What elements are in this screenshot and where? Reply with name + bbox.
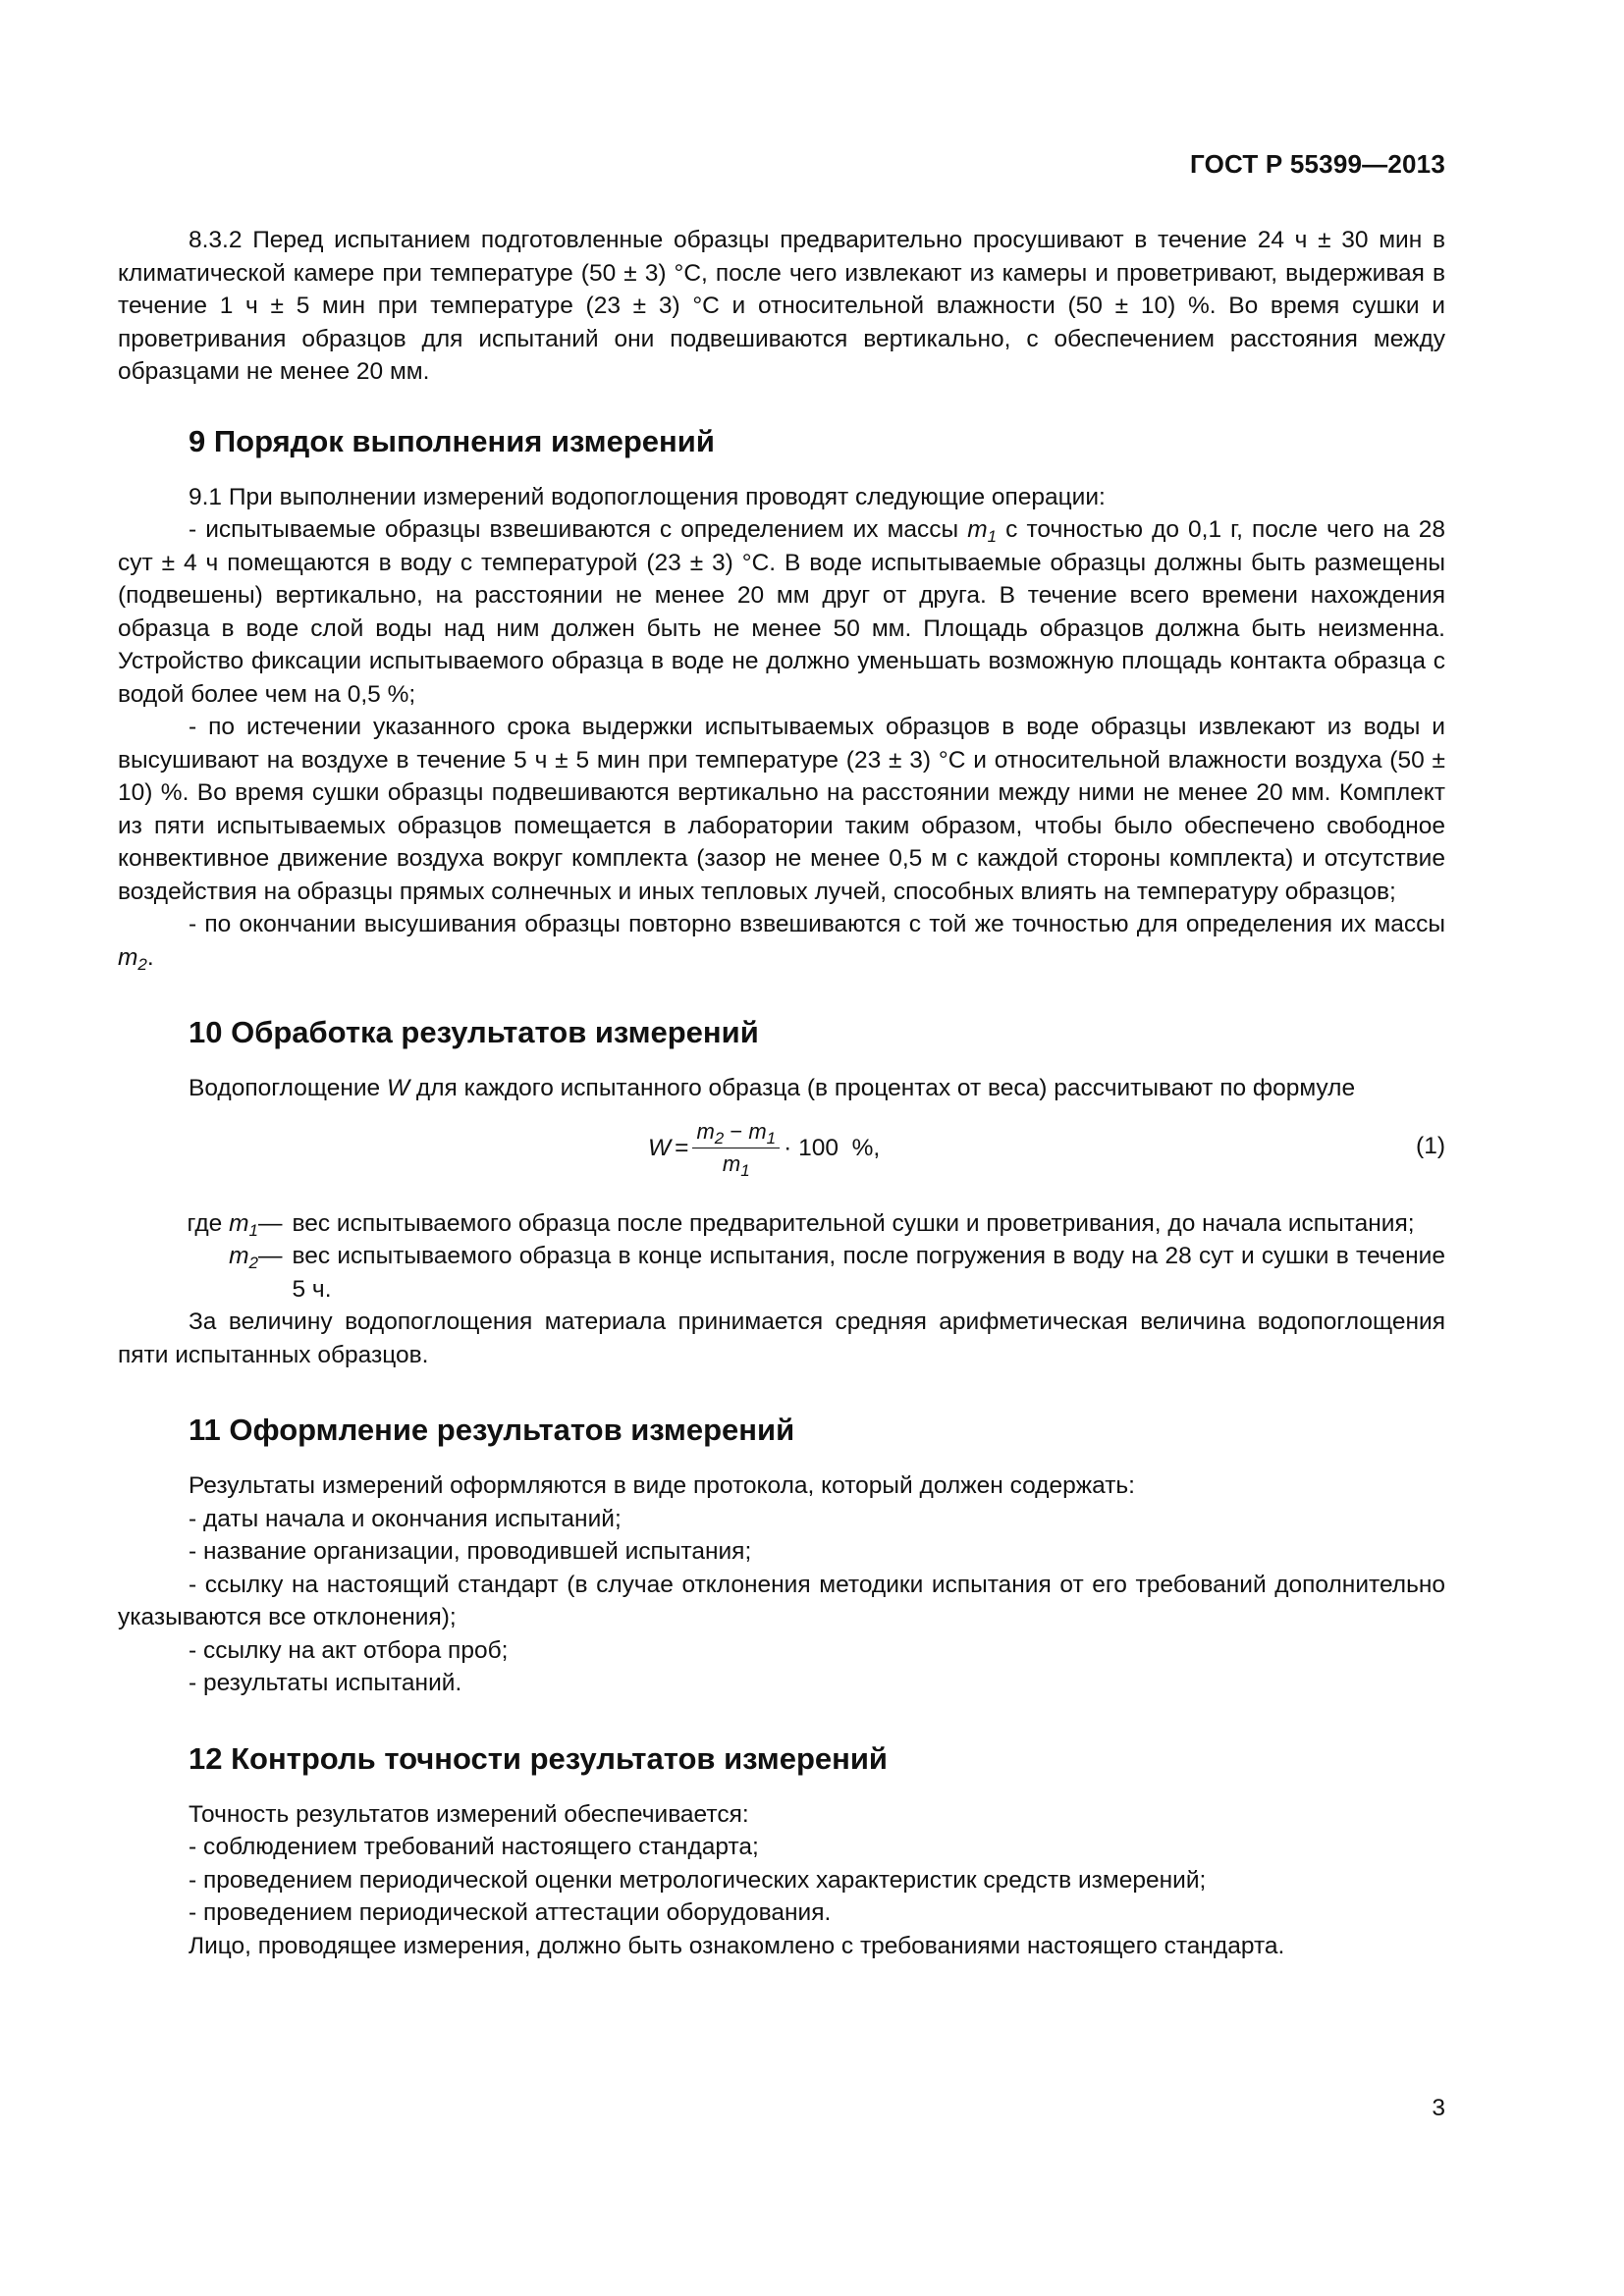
subscript: 1 [766, 1129, 777, 1148]
paragraph-10-closing: За величину водопоглощения материала принимается средняя арифметическая величина водопоглощения пяти испытанных образцов. [118, 1308, 1445, 1368]
section-11-line: - даты начала и окончания испытаний; [189, 1505, 622, 1532]
variable-m1 [967, 516, 998, 546]
paragraph-9-1: 9.1 При выполнении измерений водопоглощения проводят следующие операции: [189, 483, 1106, 510]
definition-m2 [118, 1240, 1445, 1306]
subscript: 1 [248, 1220, 258, 1240]
formula-definitions [118, 1207, 1445, 1307]
page-number: 3 [1432, 2095, 1445, 2121]
subscript: 1 [987, 527, 998, 546]
symbol-m2 [229, 1243, 258, 1272]
section-12-line: - проведением периодической оценки метрологических характеристик средств измерений; [189, 1866, 1207, 1894]
section-12-line: - соблюдением требований настоящего стандарта; [189, 1834, 759, 1860]
variable-letter: m [722, 1151, 741, 1176]
paragraph-9-1-item-1 [118, 513, 1445, 711]
definition-text: вес испытываемого образца после предварительной сушки и проветривания, до начала испытания; [292, 1209, 1415, 1237]
subscript: 2 [714, 1129, 725, 1148]
definition-symbol [118, 1240, 258, 1306]
definition-m1 [118, 1207, 1445, 1241]
definition-symbol [118, 1207, 258, 1241]
variable-letter: m [696, 1119, 715, 1144]
section-12-line: - проведением периодической аттестации оборудования. [189, 1899, 832, 1926]
paragraph-8-3-2: 8.3.2 Перед испытанием подготовленные образцы предварительно просушивают в течение 24 ч ± 30 мин в климатической камере при температуре (50 ± 3) °С, после чего извлекают из камеры и проветривают, выдерживая в течение 1 ч ± 5 мин при температуре (23 ± 3) °С и относительной влажности (50 ± 10) %. Во время сушки и проветривания образцов для испытаний они подвешиваются вертикально, с обеспечением расстояния между образцами не менее 20 мм. [118, 227, 1445, 385]
text-fragment: - испытываемые образцы взвешиваются с определением их массы [189, 516, 968, 543]
numerator-minus: − [724, 1119, 749, 1144]
formula-fraction [692, 1119, 780, 1180]
variable-letter: m [118, 943, 138, 971]
paragraph-10-intro [118, 1072, 1445, 1105]
section-11-line: - ссылку на настоящий стандарт (в случае отклонения методики испытания от его требований дополнительно указываются все отклонения); [118, 1571, 1445, 1630]
formula-equals: = [675, 1134, 689, 1161]
definition-dash: — [258, 1209, 283, 1237]
formula-rest: · 100 %, [784, 1134, 881, 1161]
paragraph-9-1-item-2: - по истечении указанного срока выдержки испытываемых образцов в воде образцы извлекают из воды и высушивают на воздухе в течение 5 ч ± 5 мин при температуре (23 ± 3) °С и относительной влажности воздуха (50 ± 10) %. Во время сушки образцы подвешиваются вертикально на расстоянии между ними не менее 20 мм. Комплект из пяти испытываемых образцов помещается в лаборатории таким образом, чтобы было обеспечено свободное конвективное движение воздуха вокруг комплекта (зазор не менее 0,5 м с каждой стороны комплекта) и отсутствие воздействия на образцы прямых солнечных и иных тепловых лучей, способных влиять на температуру образцов; [118, 714, 1445, 905]
variable-letter: m [229, 1209, 249, 1237]
variable-w: W [387, 1075, 410, 1101]
document-body [118, 224, 1445, 1962]
variable-letter: m [967, 516, 988, 543]
formula-expression [648, 1109, 880, 1188]
paragraph-9-1-item-3 [118, 908, 1445, 974]
section-12-line: Точность результатов измерений обеспечивается: [189, 1800, 749, 1828]
document-page [118, 0, 1445, 2296]
variable-letter: m [748, 1119, 767, 1144]
text-fragment: Водопоглощение [189, 1075, 387, 1101]
text-fragment: - по окончании высушивания образцы повторно взвешиваются с той же точностью для определения их массы [189, 911, 1445, 937]
section-11-line: Результаты измерений оформляются в виде протокола, который должен содержать: [189, 1472, 1135, 1499]
section-11-title: 11 Оформление результатов измерений [189, 1413, 795, 1447]
text-fragment: . [146, 943, 154, 971]
variable-m2 [118, 943, 147, 974]
section-10-title: 10 Обработка результатов измерений [189, 1015, 759, 1049]
subscript: 2 [137, 954, 147, 974]
symbol-m1 [229, 1209, 258, 1240]
section-11-line: - результаты испытаний. [189, 1670, 462, 1696]
definition-dash: — [258, 1243, 283, 1269]
subscript: 2 [248, 1254, 258, 1272]
section-11-line: - ссылку на акт отбора проб; [189, 1636, 509, 1664]
numerator-var-2 [748, 1119, 777, 1148]
definition-text: вес испытываемого образца в конце испытания, после погружения в воду на 28 сут и сушки в течение 5 ч. [292, 1243, 1445, 1303]
fraction-numerator [692, 1119, 780, 1148]
section-12-title: 12 Контроль точности результатов измерений [189, 1740, 888, 1776]
denominator-var [722, 1151, 750, 1180]
formula-1 [118, 1109, 1445, 1188]
document-code: ГОСТ Р 55399—2013 [1190, 149, 1445, 179]
section-11-line: - название организации, проводившей испытания; [189, 1538, 752, 1565]
subscript: 1 [740, 1161, 750, 1180]
text-fragment: с точностью до 0,1 г, после чего на 28 сут ± 4 ч помещаются в воду с температурой (23 ± 3) °С. В воде испытываемые образцы должны быть размещены (подвешены) вертикально, на расстоянии не менее 20 мм друг от друга. В течение всего времени нахождения образца в воде слой воды над ним должен быть не менее 50 мм. Площадь образцов должна быть неизменна. Устройство фиксации испытываемого образца в воде не должно уменьшать возможную площадь контакта образца с водой более чем на 0,5 %; [118, 516, 1445, 708]
numerator-var-1 [696, 1119, 725, 1148]
text-fragment: для каждого испытанного образца (в процентах от веса) рассчитывают по формуле [409, 1075, 1356, 1101]
where-word: где [187, 1209, 223, 1237]
section-9-title: 9 Порядок выполнения измерений [189, 423, 715, 458]
formula-number: (1) [1416, 1132, 1445, 1159]
variable-letter: m [229, 1243, 249, 1269]
section-12-line: Лицо, проводящее измерения, должно быть ознакомлено с требованиями настоящего стандарта. [189, 1932, 1285, 1959]
fraction-denominator [722, 1148, 750, 1180]
formula-lhs: W [648, 1134, 672, 1161]
